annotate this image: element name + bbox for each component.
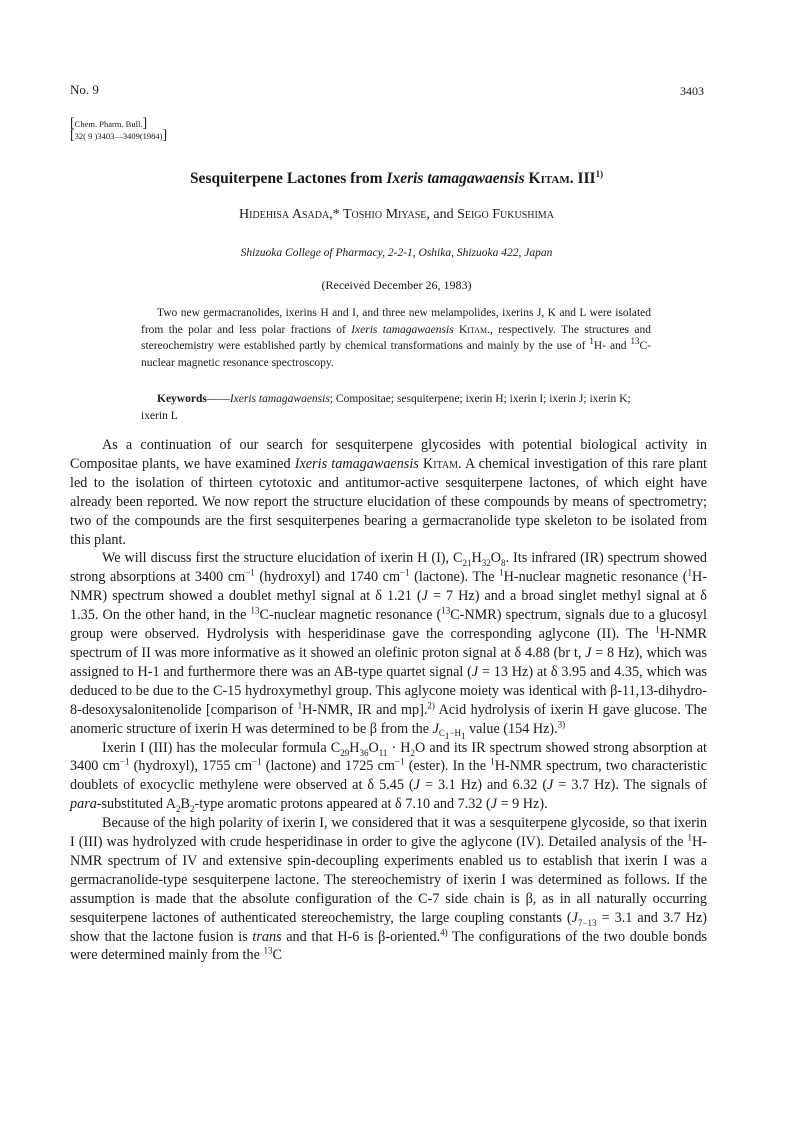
received-date: (Received December 26, 1983) <box>321 278 472 292</box>
paragraph-3: Ixerin I (III) has the molecular formula $C_{29}H_{36}O_{11} \cdot H_2O$ and its IR spectrum showed strong absorption at 3400 $cm^{-1}$ (hydroxyl), 1755 $cm^{-1}$ (lactone) and 1725 $cm^{-1}$ (ester). In the $^1$H-NMR spectrum, two characteristic doublets of exocyclic methylene were observed at δ 5.45 (J = 3.1 Hz) and 6.32 (J = 3.7 Hz). The signals of para-substituted $A_2B_2$-type aromatic protons appeared at δ 7.10 and 7.32 (J = 9 Hz). <box>70 739 707 815</box>
paragraph-2: We will discuss first the structure elucidation of ixerin H (I), $C_{21}H_{32}O_8$. Its infrared (IR) spectrum showed strong absorptions at 3400 $cm^{-1}$ (hydroxyl) and 1740 $cm^{-1}$ (lactone). The $^1$H-nuclear magnetic resonance ($^1$H-NMR) spectrum showed a doublet methyl signal at δ 1.21 (J = 7 Hz) and a broad singlet methyl signal at δ 1.35. On the other hand, in the $^{13}$C-nuclear magnetic resonance ($^{13}$C-NMR) spectrum, signals due to a glucosyl group were observed. Hydrolysis with hesperidinase gave the corresponding aglycone (II). The $^1$H-NMR spectrum of II was more informative as it showed an olefinic proton signal at δ 4.88 (br t, J = 8 Hz), which was assigned to H-1 and furthermore there was an AB-type quartet signal (J = 13 Hz) at δ 3.95 and 4.35, which was deduced to be due to the C-15 hydroxymethyl group. This aglycone moiety was identical with β-11,13-dihydro-8-desoxysalonitenolide [comparison of $^1$H-NMR, IR and mp].$^{2)}$ Acid hydrolysis of ixerin H gave glucose. The anomeric structure of ixerin H was determined to be β from the $J_{C_1-H_1}$ value (154 Hz).$^{3)}$ <box>70 550 708 742</box>
ref-3: 3) <box>557 718 566 729</box>
journal-ref-line2: 32( 9 )3403—3409(1984) <box>74 131 163 141</box>
affiliation: Shizuoka College of Pharmacy, 2-2-1, Oshika, Shizuoka 422, Japan <box>240 247 553 259</box>
paragraph-1: As a continuation of our search for sesquiterpene glycosides with potential biological activity in Compositae plants, we have examined Ixeris tamagawaensis Kitam. A chemical investigation of this rare plant led to the isolation of thirteen cytotoxic and antitumor-active sesquiterpene lactones, of which eight have already been reported. We now report the structure elucidation of these compounds by means of spectrometry; two of the compounds are the first sesquiterpenes bearing a germacranolide type skeleton to be isolated from this plant. <box>70 437 707 548</box>
body-text <box>70 436 707 965</box>
abstract: Two new germacranolides, ixerins H and I, and three new melampolides, ixerins J, K and L were isolated from the polar and less polar fractions of Ixeris tamagawaensis Kitam., respectively. The structures and stereochemistry were established partly by chemical transformations and mainly by the use of $^1$H- and $^{13}$C- nuclear magnetic resonance spectroscopy. <box>141 307 651 369</box>
author-3: Seigo Fukushima <box>457 207 554 222</box>
journal-reference: [ Chem. Pharm. Bull. ] [ 32( 9 )3403—3409(1984) ] <box>70 116 168 143</box>
author-1: Hidehisa Asada, <box>239 207 333 222</box>
issue-number: No. 9 <box>70 82 99 97</box>
paragraph-4: Because of the high polarity of ixerin I, we considered that it was a sesquiterpene glycoside, so that ixerin I (III) was hydrolyzed with crude hesperidinase in order to give the aglycone (IV). Detailed analysis of the $^1$H-NMR spectrum of IV and extensive spin-decoupling experiments enabled us to establish that ixerin I was a germacranolide-type sesquiterpene lactone. The stereochemistry of ixerin I was determined as follows. If the assumption is made that the absolute configuration of the C-7 side chain is β, as in all naturally occurring sesquiterpene lactones of authenticated stereochemistry, the large coupling constants ($J_{7-13} = 3.1$ and 3.7 Hz) show that the lactone fusion is trans and that H-6 is β-oriented.$^{4)}$ The configurations of the two double bonds were determined mainly from the $^{13}$C <box>70 815 707 964</box>
keywords-label: Keywords <box>157 393 207 405</box>
keywords: Keywords——Ixeris tamagawaensis; Compositae; sesquiterpene; ixerin H; ixerin I; ixerin J; ixerin K; ixerin L <box>141 393 631 422</box>
page-number: 3403 <box>680 84 704 98</box>
ref-2: 2) <box>427 699 435 710</box>
journal-ref-line1: Chem. Pharm. Bull. <box>74 119 143 129</box>
author-2: Toshio Miyase, <box>339 207 430 222</box>
author-list: Hidehisa Asada,* Toshio Miyase, and Seigo Fukushima <box>239 207 554 222</box>
ref-4: 4) <box>440 926 448 937</box>
article-title: Sesquiterpene Lactones from Ixeris tamagawaensis Kitam. III$^{1)}$ <box>189 168 604 187</box>
